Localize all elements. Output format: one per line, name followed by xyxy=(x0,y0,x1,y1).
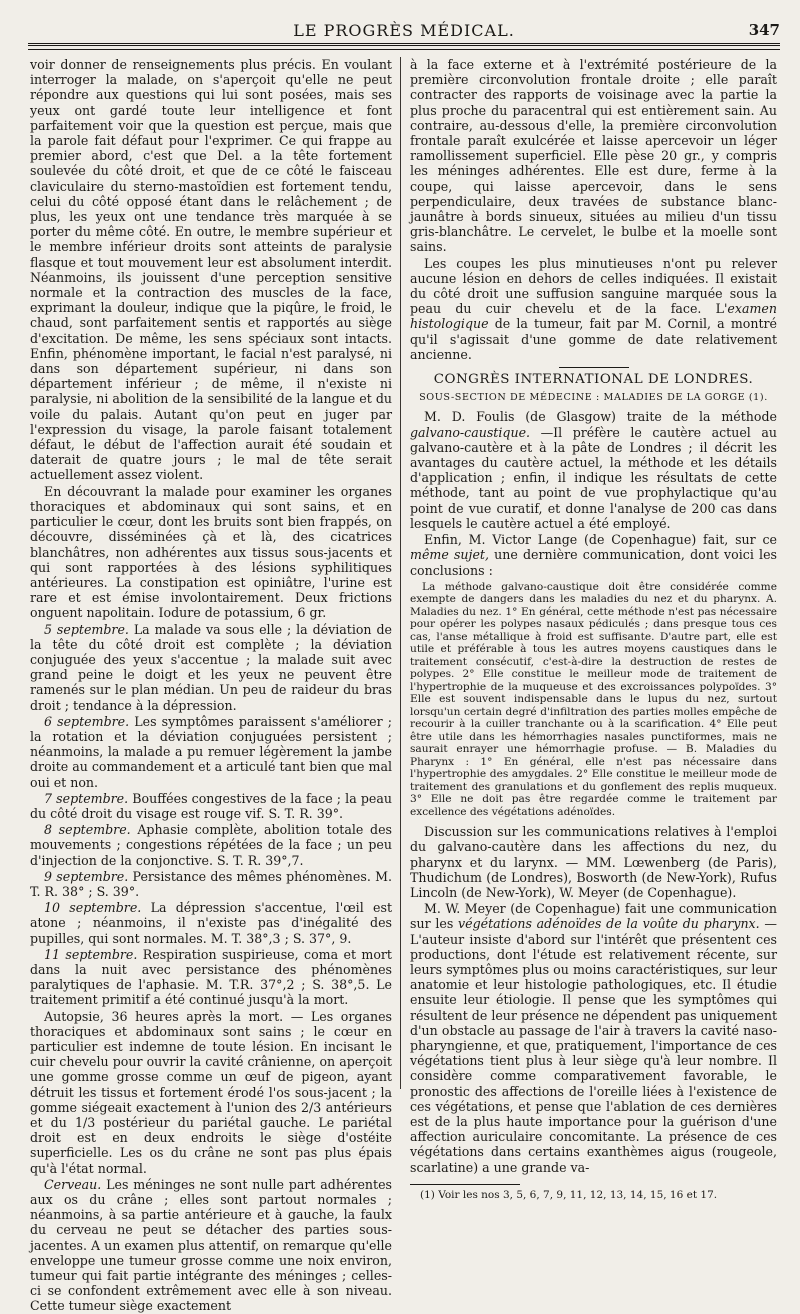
entry-date: 9 septembre. xyxy=(44,868,129,884)
paragraph: voir donner de renseignements plus précis. En voulant interroger la malade, on s'aperçoit qu'elle ne peut répondre aux questions qui lui sont posées, mais ses yeux ont gardé toute leur intelligence et font parfaitement voir que la question est perçue, mais que la parole fait défaut pour l'exprimer. Ce qui frappe au premier abord, c'est que Del. a la tête fortement soulevée du côté droit, et que de ce côté le faisceau claviculaire du sterno-mastoïdien est fortement tendu, celui du côté opposé étant dans le relâchement ; de plus, les yeux ont une tendance très marquée à se porter du même côté. En outre, le membre supérieur et le membre inférieur droits sont atteints de paralysie flasque et tout mouvement leur est absolument interdit. Néanmoins, ils jouissent d'une perception sensitive normale et la contraction des muscles de la face, exprimant la douleur, indique que la piqûre, le froid, le chaud, sont parfaitement sentis et rapportés au siège d'excitation. De même, les sens spéciaux sont intacts. Enfin, phénomène important, le facial n'est paralysé, ni dans son département supérieur, ni dans son département inférieur ; de même, il n'existe ni paralysie, ni abolition de la sensibilité de la langue et du voile du palais. Autant qu'on peut en juger par l'expression du visage, la parole faisant totalement défaut, le début de l'affection aurait été soudain et daterait de quatre jours ; le mal de tête serait actuellement assez violent. xyxy=(30,57,392,483)
paragraph: Discussion sur les communications relatives à l'emploi du galvano-cautère dans les affections du nez, du pharynx et du larynx. — MM. Lœwenberg (de Paris), Thudichum (de Londres), Bosworth (de New-York), Rufus Lincoln (de New-York), W. Meyer (de Copenhague). xyxy=(410,824,777,901)
clinical-entry xyxy=(30,869,392,899)
entry-date: 10 septembre. xyxy=(44,900,142,916)
paragraph: Les coupes les plus minutieuses n'ont pu relever aucune lésion en dehors de celles indiquées. Il existait du côté droit une suffusion sanguine marquée sous la peau du cuir chevelu et de la face. L'examen histologique de la tumeur, fait par M. Cornil, a montré qu'il s'agissait d'une gomme de date relativement ancienne. xyxy=(410,255,777,362)
entry-text: La malade va sous elle ; la déviation de la tête du côté droit est complète ; la déviation conjuguée des yeux s'accentue ; la malade suit avec grand peine le doigt et les yeux ne peuvent être ramenés sur le plan médian. Un peu de raideur du bras droit ; tendance à la dépression. xyxy=(30,621,392,713)
entry-text: Aphasie complète, abolition totale des mouvements ; congestions répétées de la face ; un peu d'injection de la conjonctive. S. T. R. 39°,7. xyxy=(30,822,392,868)
paragraph: à la face externe et à l'extrémité postérieure de la première circonvolution frontale droite ; elle paraît contracter des rapports de voisinage avec la partie la plus proche du paracentral qui est entièrement sain. Au contraire, au-dessous d'elle, la première circonvolution frontale paraît exulcérée et laisse apercevoir un léger ramollissement superficiel. Elle pèse 20 gr., y compris les méninges adhérentes. Elle est dure, ferme à la coupe, qui laisse apercevoir, dans le sens perpendiculaire, deux travées de substance blanc-jaunâtre à bords sinueux, situées au milieu d'un tissu gris-blanchâtre. Le cervelet, le bulbe et la moelle sont sains. xyxy=(410,57,777,255)
header-rule xyxy=(28,49,780,50)
cerveau-text: Les méninges ne sont nulle part adhérentes aux os du crâne ; elles sont partout normales ; néanmoins, à sa partie antérieure et à gauche, la faulx du cerveau ne peut se détacher des parties sous-jacentes. A un examen plus attentif, on remarque qu'elle enveloppe une tumeur grosse comme une noix environ, tumeur qui fait partie intégrante des méninges ; celles-ci se confondent extrêmement avec elle à son niveau. Cette tumeur siège exactement xyxy=(30,1176,392,1314)
right-column xyxy=(410,57,778,1201)
subsection-heading: SOUS-SECTION DE MÉDECINE : MALADIES DE LA GORGE (1). xyxy=(419,392,768,404)
entry-text: Bouffées congestives de la face ; la peau du côté droit du visage est rouge vif. S. T. R. 39°. xyxy=(30,790,392,821)
entry-date: 7 septembre. xyxy=(44,790,129,806)
clinical-entry xyxy=(30,714,392,790)
clinical-entry xyxy=(30,900,392,946)
cerveau-paragraph xyxy=(30,1177,392,1314)
entry-date: 8 septembre. xyxy=(44,822,131,838)
footnote-rule xyxy=(410,1184,520,1185)
running-title: LE PROGRÈS MÉDICAL. xyxy=(293,21,515,40)
left-column xyxy=(30,57,393,1314)
entry-date: 6 septembre. xyxy=(44,713,130,729)
clinical-entry xyxy=(30,791,392,821)
footnote: (1) Voir les nos 3, 5, 6, 7, 9, 11, 12, 13, 14, 15, 16 et 17. xyxy=(420,1188,718,1201)
page-header xyxy=(28,18,780,40)
section-heading: CONGRÈS INTERNATIONAL DE LONDRES. xyxy=(433,372,754,388)
entry-date: 11 septembre. xyxy=(44,946,138,962)
entry-text: Respiration suspirieuse, coma et mort dans la nuit avec persistance des phénomènes paralytiques de l'aphasie. M. T.R. 37°,2 ; S. 38°,5. Le traitement primitif a été continué jusqu'à la mort. xyxy=(30,946,392,1008)
cerveau-label: Cerveau. xyxy=(44,1176,102,1192)
entry-date: 5 septembre. xyxy=(44,621,129,637)
section-separator xyxy=(559,367,629,368)
entry-text: Persistance des mêmes phénomènes. M. T. R. 38° ; S. 39°. xyxy=(30,868,392,899)
clinical-entry xyxy=(30,822,392,868)
paragraph: En découvrant la malade pour examiner les organes thoraciques et abdominaux qui sont sains, et en particulier le cœur, dont les bruits sont bien frappés, on découvre, disséminées çà et là, des cicatrices blanchâtres, non adhérentes aux tissus sous-jacents et qui sont rapportées à des lésions syphilitiques antérieures. La constipation est opiniâtre, l'urine est rare et est émise involontairement. Deux frictions onguent napolitain. Iodure de potassium, 6 gr. xyxy=(30,483,392,621)
entry-text: La dépression s'accentue, l'œil est atone ; néanmoins, il n'existe pas d'inégalité des pupilles, qui sont normales. M. T. 38°,3 ; S. 37°, 9. xyxy=(30,900,393,946)
conclusions-text: La méthode galvano-caustique doit être considérée comme exempte de dangers dans les maladies du nez et du pharynx. A. Maladies du nez. 1° En général, cette méthode n'est pas nécessaire pour opérer les polypes nasaux pédiculés ; dans presque tous ces cas, l'anse métallique à froid est suffisante. D'autre part, elle est utile et préférable à tous les autres moyens caustiques dans le traitement consécutif, c'est-à-dire la destruction de restes de polypes. 2° Elle constitue le meilleur mode de traitement de l'hypertrophie de la muqueuse et des excroissances polypoïdes. 3° Elle est souvent indispensable dans le lupus du nez, surtout lorsqu'un certain degré d'infiltration des parties molles empêche de recourir à la cuiller tranchante ou à la scarification. 4° Elle peut être utile dans les hémorrhagies nasales punctiformes, mais ne saurait enrayer une hémorrhagie profuse. — B. Maladies du Pharynx : 1° En général, elle n'est pas nécessaire dans l'hypertrophie des amygdales. 2° Elle constitue le meilleur mode de traitement des granulations et du gonflement des replis muqueux. 3° Elle ne doit pas être regardée comme le traitement par excellence des végétations adénoïdes. xyxy=(410,580,777,818)
paragraph: M. W. Meyer (de Copenhague) fait une communication sur les végétations adénoïdes de la voûte du pharynx. — L'auteur insiste d'abord sur l'intérêt que présentent ces productions, dont l'étude est relativement récente, sur leurs symptômes plus ou moins caractéristiques, sur leur anatomie et leur histologie pathologiques, etc. Il étudie ensuite leur étiologie. Il pense que les symptômes qui résultent de leur présence ne dépendent pas uniquement d'un obstacle au passage de l'air à travers la cavité naso-pharyngienne, et que, pratiquement, l'importance de ces végétations tient plus à leur siège qu'à leur nombre. Il considère comme comparativement favorable, le pronostic des affections de l'oreille liées à l'existence de ces végétations, et pense que l'ablation de ces dernières est de la plus haute importance pour la guérison d'une affection auriculaire concomitante. La présence de ces végétations dans certains exanthèmes aigus (rougeole, scarlatine) a une grande va- xyxy=(410,901,778,1175)
page-number: 347 xyxy=(748,21,780,39)
paragraph: Enfin, M. Victor Lange (de Copenhague) fait, sur ce même sujet, une dernière communication, dont voici les conclusions : xyxy=(410,532,777,578)
column-divider xyxy=(400,57,401,1089)
conclusions-block xyxy=(410,581,777,819)
autopsy-paragraph: Autopsie, 36 heures après la mort. — Les organes thoraciques et abdominaux sont sains ; le cœur en particulier est indemne de toute lésion. En incisant le cuir chevelu pour ouvrir la cavité crânienne, on aperçoit une gomme grosse comme un œuf de pigeon, ayant détruit les tissus et fortement érodé l'os sous-jacent ; la gomme siégeait exactement à l'union des 2/3 antérieurs et du 1/3 postérieur du pariétal gauche. Le pariétal droit est en deux endroits le siège d'ostéite superficielle. Les os du crâne ne sont pas plus épais qu'à l'état normal. xyxy=(30,1008,392,1176)
clinical-entry xyxy=(30,947,392,1008)
paragraph: M. D. Foulis (de Glasgow) traite de la méthode galvano-caustique. —Il préfère le cautère actuel au galvano-cautère et à la pâte de Londres ; il décrit les avantages du cautère actuel, la méthode et les détails d'application ; enfin, il indique les résultats de cette méthode, tant au point de vue prophylactique qu'au point de vue curatif, et donne l'analyse de 200 cas dans lesquels le cautère actuel a été employé. xyxy=(410,409,777,531)
clinical-entry xyxy=(30,622,392,713)
entry-text: Les symptômes paraissent s'améliorer ; la rotation et la déviation conjuguées persistent ; néanmoins, la malade a pu remuer légèrement la jambe droite au commandement et a articulé tant bien que mal oui et non. xyxy=(30,713,392,790)
